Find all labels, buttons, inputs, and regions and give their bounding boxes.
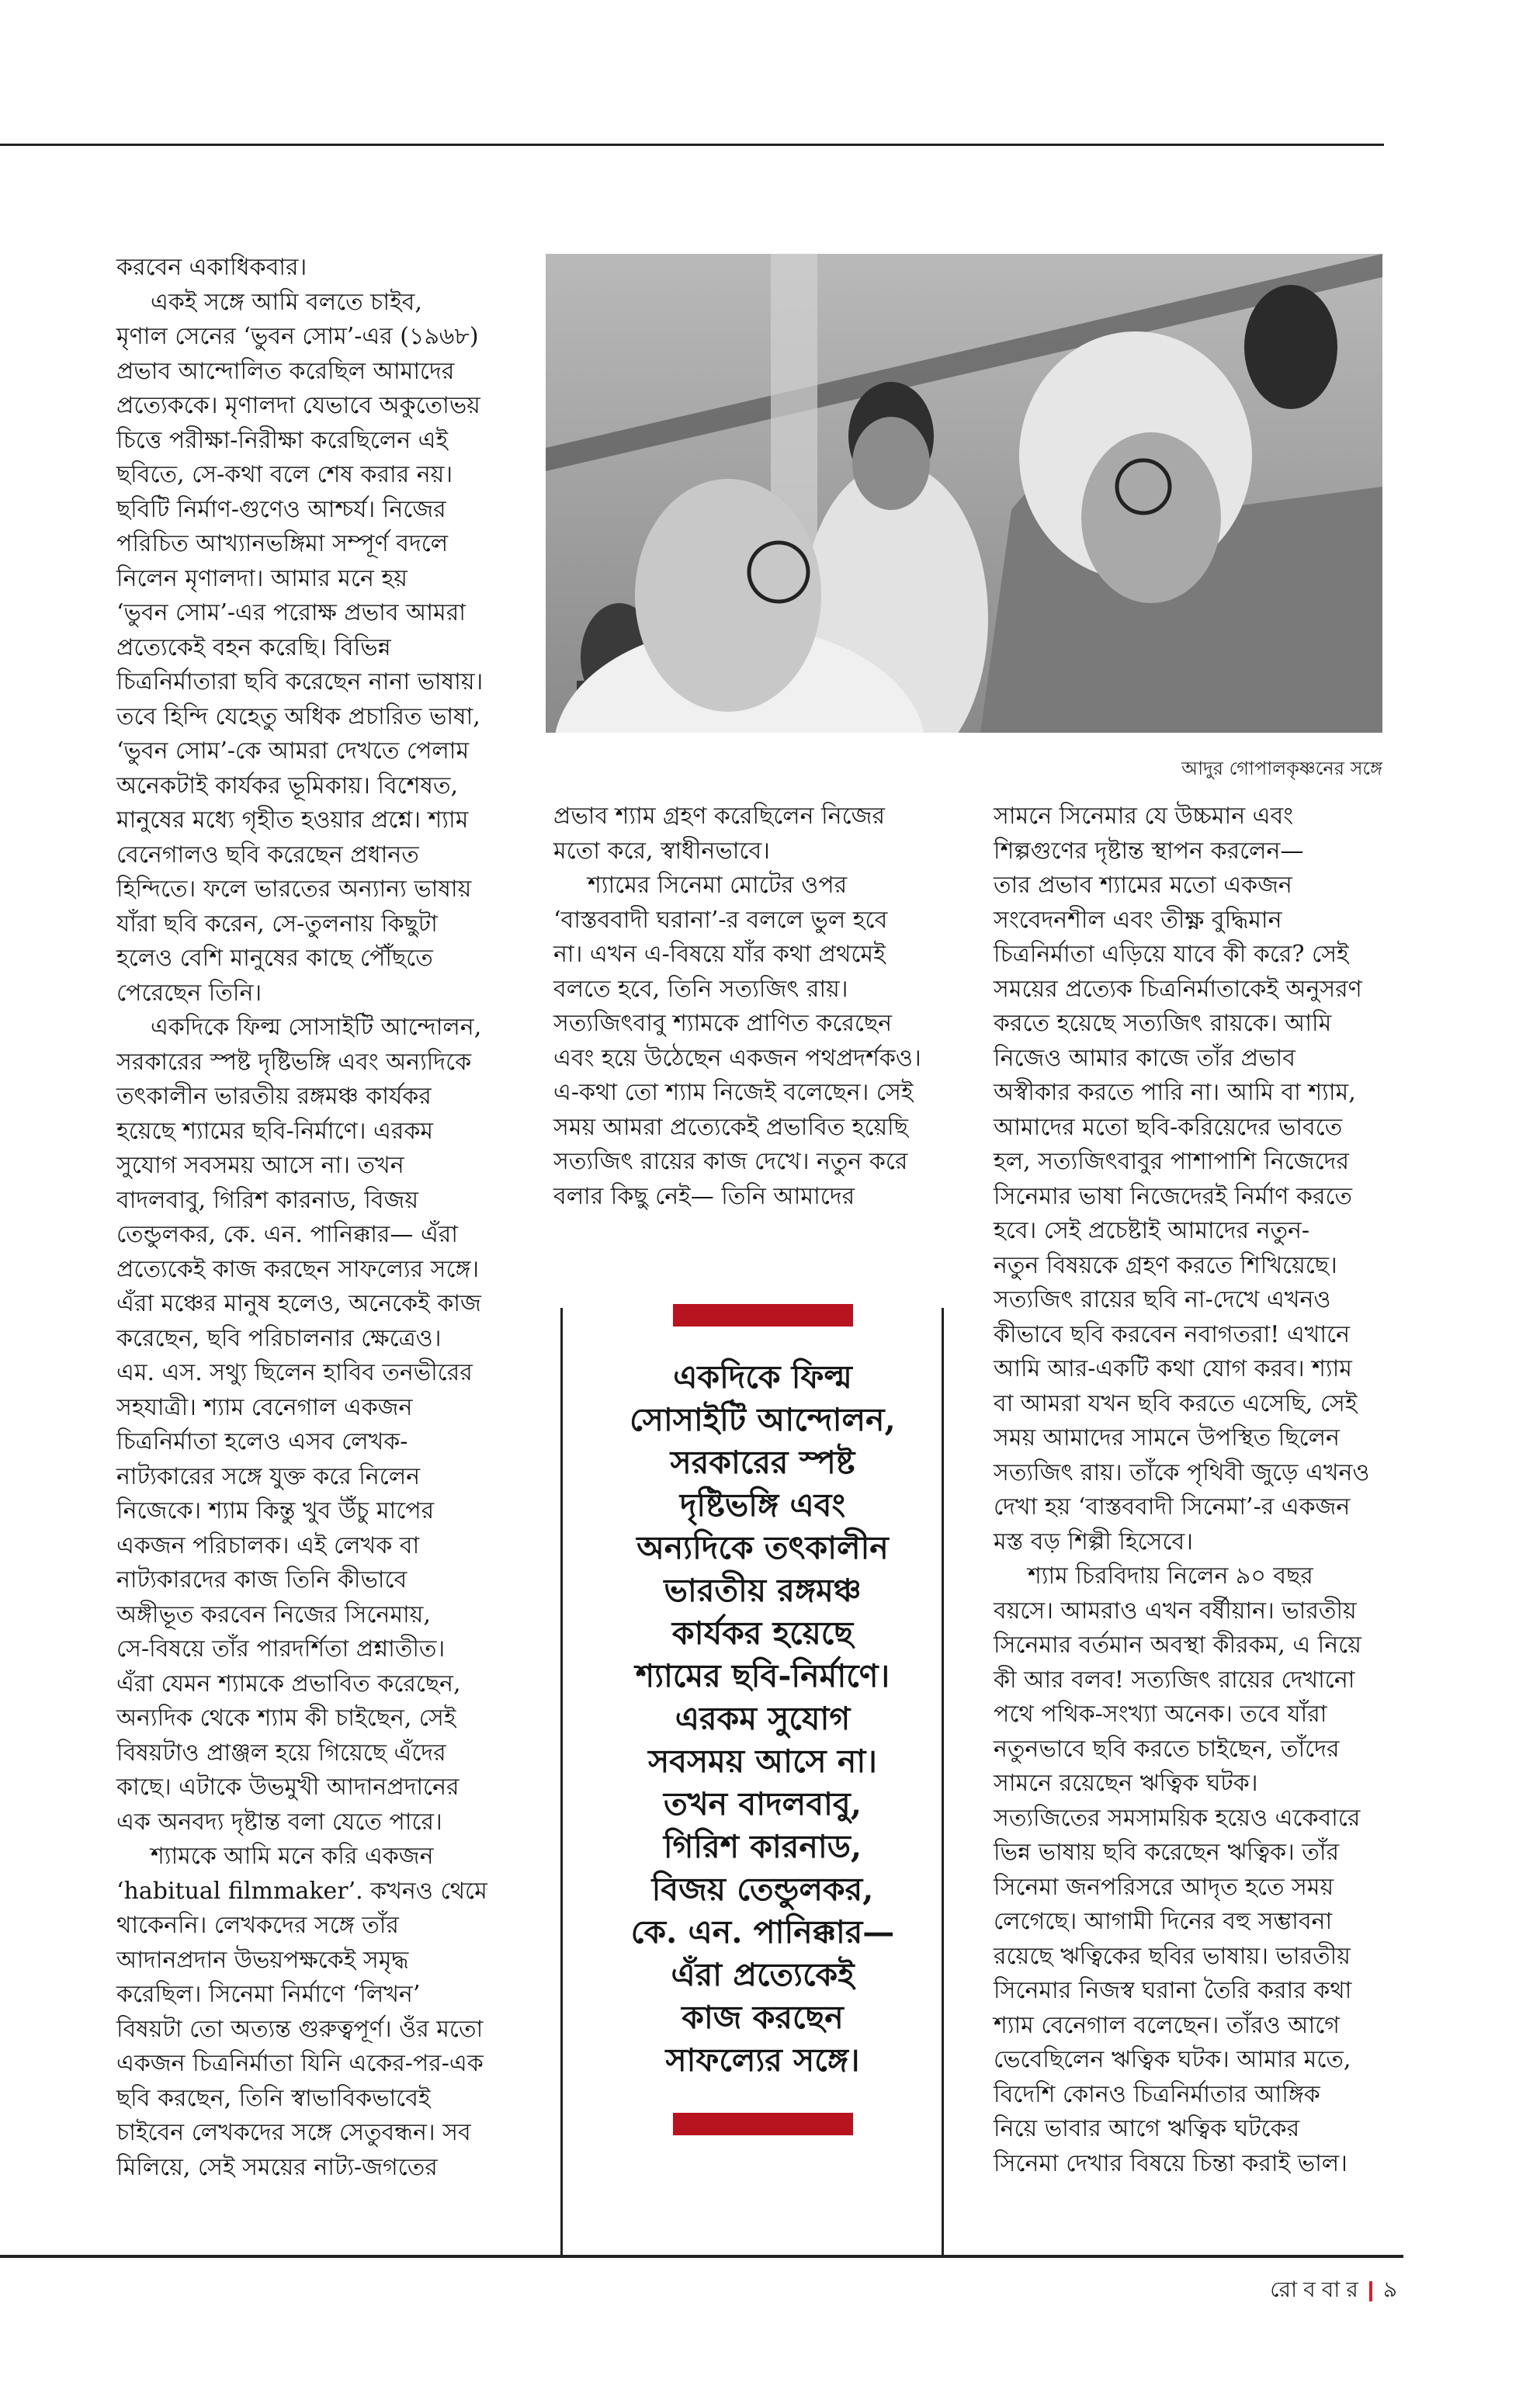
pull-quote-line: কাজ করছেন (682, 1999, 844, 2036)
text-line: নিলেন মৃণালদা। আমার মনে হয় (116, 564, 408, 592)
text-line: বলার কিছু নেই— তিনি আমাদের (553, 1182, 855, 1210)
text-line: সহযাত্রী। শ্যাম বেনেগাল একজন (116, 1393, 413, 1421)
text-line: একজন পরিচালক। এই লেখক বা (116, 1531, 420, 1559)
text-line: আদানপ্রদান উভয়পক্ষকেই সমৃদ্ধ (116, 1946, 409, 1974)
text-line: করতে হয়েছে সত্যজিৎ রায়কে। আমি (994, 1010, 1332, 1037)
text-line: অঙ্গীভূত করবেন নিজের সিনেমায়, (116, 1601, 431, 1628)
text-line: সত্যজিতের সমসাময়িক হয়েও একেবারে (994, 1804, 1361, 1832)
text-line: দেখা হয় ‘বাস্তববাদী সিনেমা’-র একজন (994, 1493, 1351, 1521)
text-line: সে-বিষয়ে তাঁর পারদর্শিতা প্রশ্নাতীত। (116, 1635, 446, 1663)
text-line: শ্যামের সিনেমা মোটের ওপর (588, 872, 848, 899)
text-line: চিত্রনির্মাতা হলেও এসব লেখক- (116, 1428, 408, 1455)
text-line: করেছেন, ছবি পরিচালনার ক্ষেত্রেও। (116, 1324, 442, 1352)
text-line: এক অনবদ্য দৃষ্টান্ত বলা যেতে পারে। (116, 1808, 442, 1836)
text-line: বিষয়টা তো অত্যন্ত গুরুত্বপূর্ণ। ওঁর মতো (116, 2015, 484, 2043)
text-line: বিষয়টাও প্রাঞ্জল হয়ে গিয়েছে এঁদের (116, 1739, 446, 1767)
text-line: নিয়ে ভাবার আগে ঋত্বিক ঘটকের (994, 2115, 1300, 2142)
text-line: ভিন্ন ভাষায় ছবি করেছেন ঋত্বিক। তাঁর (994, 1839, 1340, 1866)
text-line: মতো করে, স্বাধীনভাবে। (553, 837, 770, 865)
top-rule (0, 144, 1384, 146)
page-footer (1270, 2273, 1403, 2309)
text-line: অস্বীকার করতে পারি না। আমি বা শ্যাম, (994, 1079, 1356, 1106)
article-column-2 (553, 799, 945, 1214)
text-line: বা আমরা যখন ছবি করতে এসেছি, সেই (994, 1389, 1358, 1417)
photo-caption: আদুর গোপালকৃষ্ণনের সঙ্গে (1181, 758, 1382, 779)
text-line: একদিকে ফিল্ম সোসাইটি আন্দোলন, (151, 1014, 482, 1041)
text-line: সত্যজিৎবাবু শ্যামকে প্রাণিত করেছেন (553, 1010, 893, 1037)
text-line: ছবিটি নির্মাণ-গুণেও আশ্চর্য। নিজের (116, 495, 446, 523)
text-line: সিনেমার ভাষা নিজেদেরই নির্মাণ করতে (994, 1182, 1353, 1210)
text-line: ছবিতে, সে-কথা বলে শেষ করার নয়। (116, 461, 453, 488)
text-line: শ্যাম বেনেগাল বলেছেন। তাঁরও আগে (994, 2011, 1340, 2039)
text-line: প্রত্যেকেই কাজ করছেন সাফল্যের সঙ্গে। (116, 1255, 480, 1283)
pull-quote-line: বিজয় তেন্ডুলকর, (651, 1871, 874, 1908)
text-line: যাঁরা ছবি করেন, সে-তুলনায় কিছুটা (116, 910, 438, 938)
text-line: নিজেকে। শ্যাম কিন্তু খুব উঁচু মাপের (116, 1497, 435, 1524)
text-line: সিনেমার বর্তমান অবস্থা কীরকম, এ নিয়ে (994, 1632, 1361, 1659)
text-line: তার প্রভাব শ্যামের মতো একজন (994, 872, 1292, 899)
text-line: প্রভাব শ্যাম গ্রহণ করেছিলেন নিজের (553, 803, 885, 830)
text-line: ছবি করছেন, তিনি স্বাভাবিকভাবেই (116, 2084, 431, 2112)
text-line: চিত্রনির্মাতা এড়িয়ে যাবে কী করে? সেই (994, 941, 1349, 968)
text-line: এঁরা যেমন শ্যামকে প্রভাবিত করেছেন, (116, 1670, 461, 1698)
text-line: পরিচিত আখ্যানভঙ্গিমা সম্পূর্ণ বদলে (116, 530, 449, 557)
pull-quote-line: কে. এন. পানিক্কার— (630, 1913, 895, 1951)
text-line: হয়েছে শ্যামের ছবি-নির্মাণে। এরকম (116, 1117, 434, 1145)
text-line: শ্যাম চিরবিদায় নিলেন ৯০ বছর (1028, 1562, 1313, 1590)
text-line: বাদলবাবু, গিরিশ কারনাড, বিজয় (116, 1186, 419, 1214)
text-line: সময় আমরা প্রত্যেকেই প্রভাবিত হয়েছি (553, 1113, 908, 1141)
text-line: বেনেগালও ছবি করেছেন প্রধানত (116, 841, 419, 869)
text-line: সামনে সিনেমার যে উচ্চমান এবং (994, 803, 1294, 830)
text-line: তেন্ডুলকর, কে. এন. পানিক্কার— এঁরা (116, 1221, 458, 1248)
text-line: একজন চিত্রনির্মাতা যিনি একের-পর-এক (116, 2050, 484, 2077)
text-line: সময়ের প্রত্যেক চিত্রনির্মাতাকেই অনুসরণ (994, 975, 1362, 1003)
text-line: সত্যজিৎ রায়। তাঁকে পৃথিবী জুড়ে এখনও (994, 1458, 1370, 1486)
text-line: নিজেও আমার কাজে তাঁর প্রভাব (994, 1044, 1295, 1072)
pull-quote-line: ভারতীয় রঙ্গমঞ্চ (664, 1572, 862, 1609)
text-line: চিত্তে পরীক্ষা-নিরীক্ষা করেছিলেন এই (116, 426, 449, 454)
text-line: করেছিল। সিনেমা নির্মাণে ‘লিখন’ (116, 1981, 421, 2008)
text-line: চাইবেন লেখকদের সঙ্গে সেতুবন্ধন। সব (116, 2119, 471, 2146)
pull-quote (571, 1304, 955, 2135)
text-line: সামনে রয়েছেন ঋত্বিক ঘটক। (994, 1770, 1258, 1797)
pull-quote-line: গিরিশ কারনাড, (663, 1828, 862, 1865)
text-line: নাট্যকারদের কাজ তিনি কীভাবে (116, 1566, 408, 1594)
article-photo (546, 254, 1382, 733)
text-line: সিনেমা দেখার বিষয়ে চিন্তা করাই ভাল। (994, 2149, 1348, 2177)
text-line: প্রভাব আন্দোলিত করেছিল আমাদের (116, 357, 455, 385)
text-line: সুযোগ সবসময় আসে না। তখন (116, 1152, 404, 1179)
text-line: কী আর বলব! সত্যজিৎ রায়ের দেখানো (994, 1666, 1355, 1694)
pull-quote-text (571, 1356, 955, 2082)
text-line: এম. এস. সথ্যু ছিলেন হাবিব তনভীরের (116, 1359, 473, 1386)
footer-separator (1369, 2281, 1372, 2301)
bottom-rule (0, 2255, 1403, 2258)
text-line: না। এখন এ-বিষয়ে যাঁর কথা প্রথমেই (553, 941, 886, 968)
text-line: সত্যজিৎ রায়ের কাজ দেখে। নতুন করে (553, 1148, 908, 1175)
text-line: নাট্যকারের সঙ্গে যুক্ত করে নিলেন (116, 1462, 421, 1490)
pull-quote-line: সবসময় আসে না। (648, 1743, 877, 1780)
text-line: পেরেছেন তিনি। (116, 979, 262, 1007)
text-line: মৃণাল সেনের ‘ভুবন সোম’-এর (১৯৬৮) (116, 323, 479, 350)
text-line: নতুন বিষয়কে গ্রহণ করতে শিখিয়েছে। (994, 1251, 1337, 1279)
text-line: সংবেদনশীল এবং তীক্ষ্ণ বুদ্ধিমান (994, 906, 1282, 934)
text-line: সরকারের স্পষ্ট দৃষ্টিভঙ্গি এবং অন্যদিকে (116, 1048, 472, 1076)
text-line: প্রত্যেকেই বহন করেছি। বিভিন্ন (116, 633, 391, 661)
text-line: আমাদের মতো ছবি-করিয়েদের ভাবতে (994, 1113, 1343, 1141)
text-line: অন্যদিক থেকে শ্যাম কী চাইছেন, সেই (116, 1705, 456, 1732)
text-line: সিনেমা জনপরিসরে আদৃত হতে সময় (994, 1873, 1334, 1901)
text-line: এবং হয়ে উঠেছেন একজন পথপ্রদর্শকও। (553, 1044, 921, 1072)
text-line: এ-কথা তো শ্যাম নিজেই বলেছেন। সেই (553, 1079, 914, 1106)
pull-quote-line: শ্যামের ছবি-নির্মাণে। (635, 1657, 890, 1694)
column-divider (560, 1308, 563, 2256)
text-line: ‘বাস্তববাদী ঘরানা’-র বললে ভুল হবে (553, 906, 888, 934)
article-column-1 (116, 251, 508, 2185)
text-line: অনেকটাই কার্যকর ভূমিকায়। বিশেষত, (116, 772, 459, 799)
text-line: থাকেননি। লেখকদের সঙ্গে তাঁর (116, 1912, 399, 1939)
text-line: সত্যজিৎ রায়ের ছবি না-দেখে এখনও (994, 1286, 1331, 1313)
text-line: হলেও বেশি মানুষের কাছে পৌঁছতে (116, 945, 433, 972)
pull-quote-line: কার্যকর হয়েছে (671, 1614, 854, 1652)
text-line: একই সঙ্গে আমি বলতে চাইব, (151, 288, 422, 316)
text-line: ভেবেছিলেন ঋত্বিক ঘটক। আমার মতে, (994, 2046, 1351, 2073)
text-line: চিত্রনির্মাতারা ছবি করেছেন নানা ভাষায়। (116, 668, 484, 695)
text-line: ‘habitual filmmaker’. কখনও থেমে (116, 1877, 487, 1905)
text-line: পথে পথিক-সংখ্যা অনেক। তবে যাঁরা (994, 1701, 1327, 1728)
pull-quote-line: এরকম সুযোগ (675, 1700, 851, 1737)
text-line: ‘ভুবন সোম’-এর পরোক্ষ প্রভাব আমরা (116, 599, 466, 626)
pull-quote-line: একদিকে ফিল্ম (673, 1358, 852, 1396)
text-line: মস্ত বড় শিল্পী হিসেবে। (994, 1528, 1193, 1555)
text-line: মানুষের মধ্যে গৃহীত হওয়ার প্রশ্নে। শ্যাম (116, 806, 469, 834)
page-number: ৯ (1382, 2277, 1403, 2302)
text-line: তৎকালীন ভারতীয় রঙ্গমঞ্চ কার্যকর (116, 1083, 432, 1110)
text-line: সিনেমার নিজস্ব ঘরানা তৈরি করার কথা (994, 1977, 1352, 2004)
text-line: বিদেশি কোনও চিত্রনির্মাতার আঙ্গিক (994, 2080, 1320, 2108)
text-line: শিল্পগুণের দৃষ্টান্ত স্থাপন করলেন— (994, 837, 1304, 865)
text-line: কীভাবে ছবি করবেন নবাগতরা! এখানে (994, 1320, 1351, 1348)
text-line: করবেন একাধিকবার। (116, 254, 307, 281)
text-line: প্রত্যেককে। মৃণালদা যেভাবে অকুতোভয় (116, 392, 480, 419)
text-line: হিন্দিতে। ফলে ভারতের অন্যান্য ভাষায় (116, 876, 472, 903)
text-line: সময় আমাদের সামনে উপস্থিত ছিলেন (994, 1424, 1340, 1451)
text-line: লেগেছে। আগামী দিনের বহু সম্ভাবনা (994, 1908, 1333, 1935)
pull-quote-line: সাফল্যের সঙ্গে। (665, 2041, 860, 2079)
pull-quote-line: অন্যদিকে তৎকালীন (636, 1529, 889, 1566)
pull-quote-line: তখন বাদলবাবু, (663, 1785, 862, 1822)
text-line: হবে। সেই প্রচেষ্টাই আমাদের নতুন- (994, 1217, 1310, 1244)
text-line: এঁরা মঞ্চের মানুষ হলেও, অনেকেই কাজ (116, 1290, 481, 1317)
pull-quote-line: সোসাইটি আন্দোলন, (630, 1401, 896, 1438)
pull-quote-line: সরকারের স্পষ্ট (670, 1444, 855, 1481)
pull-quote-line: দৃষ্টিভঙ্গি এবং (679, 1486, 846, 1524)
text-line: বলতে হবে, তিনি সত্যজিৎ রায়। (553, 975, 848, 1003)
pull-quote-top-bar (673, 1304, 853, 1327)
text-line: কাছে। এটাকে উভমুখী আদানপ্রদানের (116, 1774, 460, 1801)
text-line: ‘ভুবন সোম’-কে আমরা দেখতে পেলাম (116, 737, 470, 765)
photo-image (546, 254, 1382, 733)
text-line: রয়েছে ঋত্বিকের ছবির ভাষায়। ভারতীয় (994, 1942, 1351, 1970)
text-line: নতুনভাবে ছবি করতে চাইছেন, তাঁদের (994, 1735, 1340, 1763)
text-line: শ্যামকে আমি মনে করি একজন (151, 1843, 434, 1870)
text-line: মিলিয়ে, সেই সময়ের নাট্য-জগতের (116, 2153, 438, 2181)
pull-quote-line: এঁরা প্রত্যেকেই (671, 1956, 855, 1993)
pull-quote-bottom-bar (673, 2113, 853, 2135)
magazine-name: রোববার (1270, 2277, 1365, 2302)
text-line: তবে হিন্দি যেহেতু অধিক প্রচারিত ভাষা, (116, 702, 480, 730)
text-line: আমি আর-একটি কথা যোগ করব। শ্যাম (994, 1355, 1352, 1382)
text-line: বয়সে। আমরাও এখন বর্ষীয়ান। ভারতীয় (994, 1597, 1357, 1625)
article-column-3 (994, 799, 1386, 2181)
text-line: হল, সত্যজিৎবাবুর পাশাপাশি নিজেদের (994, 1148, 1349, 1175)
